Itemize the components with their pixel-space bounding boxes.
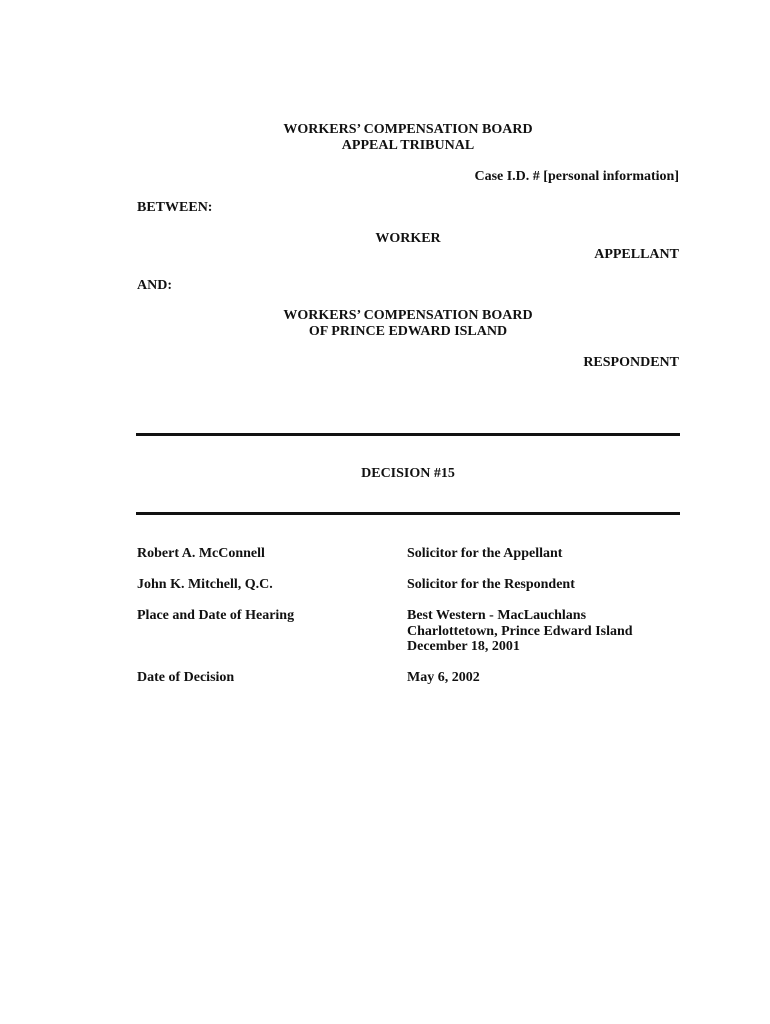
between-label: BETWEEN:: [137, 200, 213, 215]
detail-label: Place and Date of Hearing: [137, 608, 295, 623]
respondent-role: RESPONDENT: [583, 355, 679, 370]
header-org-line2: APPEAL TRIBUNAL: [341, 138, 475, 153]
detail-value: Best Western - MacLauchlans: [407, 608, 587, 623]
detail-value: Solicitor for the Appellant: [407, 546, 563, 561]
detail-value: Charlottetown, Prince Edward Island: [407, 624, 633, 639]
top-divider: [136, 433, 680, 436]
detail-label: John K. Mitchell, Q.C.: [137, 577, 273, 592]
appellant-role: APPELLANT: [594, 247, 679, 262]
detail-label: Robert A. McConnell: [137, 546, 265, 561]
detail-value: May 6, 2002: [407, 670, 480, 685]
header-org-line1: WORKERS’ COMPENSATION BOARD: [283, 122, 533, 137]
respondent-line2: OF PRINCE EDWARD ISLAND: [308, 324, 508, 339]
detail-value: Solicitor for the Respondent: [407, 577, 575, 592]
detail-label: Date of Decision: [137, 670, 235, 685]
bottom-divider: [136, 512, 680, 515]
case-id: Case I.D. # [personal information]: [474, 169, 679, 184]
respondent-line1: WORKERS’ COMPENSATION BOARD: [283, 308, 533, 323]
detail-value: December 18, 2001: [407, 639, 520, 654]
decision-title: DECISION #15: [361, 466, 455, 481]
and-label: AND:: [137, 278, 172, 293]
appellant-name: WORKER: [375, 231, 441, 246]
